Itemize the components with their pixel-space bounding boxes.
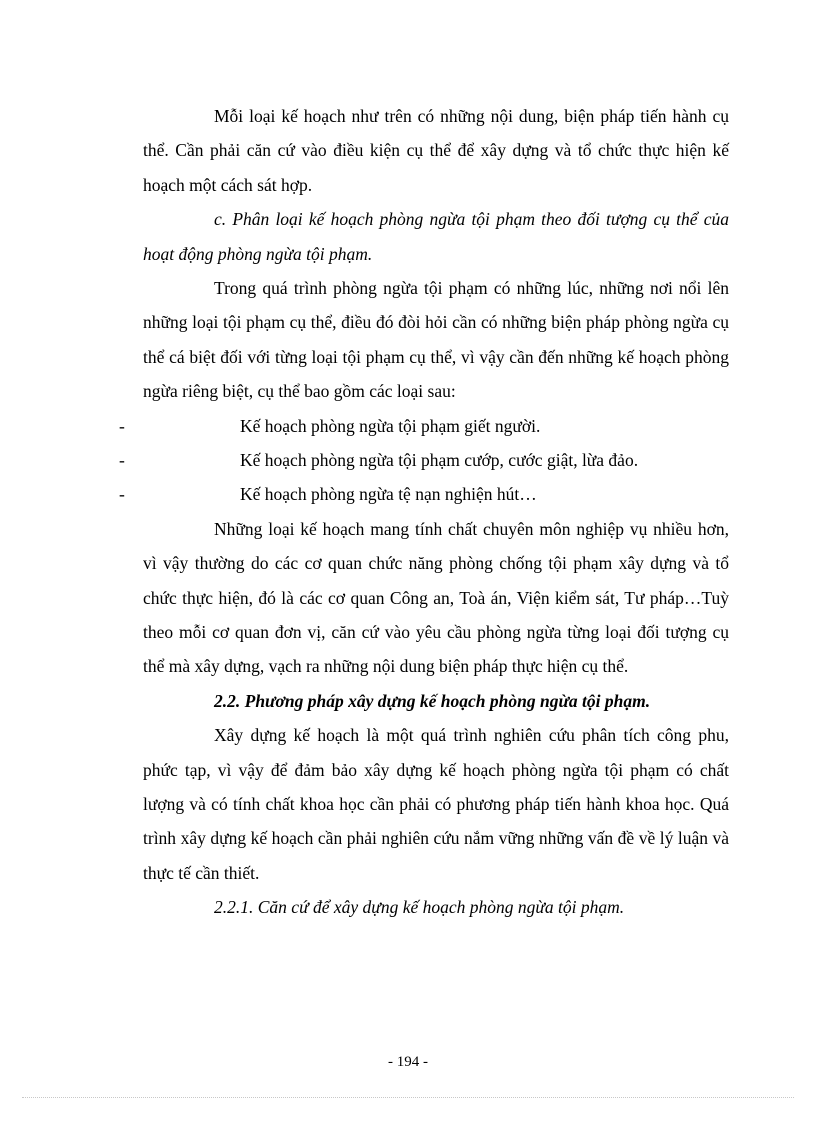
paragraph-specialized-plans: Những loại kế hoạch mang tính chất chuyên môn nghiệp vụ nhiều hơn, vì vậy thường do các cơ quan chức năng phòng chống tội phạm xây dựng và tổ chức thực hiện, đó là các cơ quan Công an, Toà án, Viện kiểm sát, Tư pháp…Tuỳ theo mỗi cơ quan đơn vị, căn cứ vào yêu cầu phòng ngừa từng loại đối tượng cụ thể mà xây dựng, vạch ra những nội dung biện pháp thực hiện cụ thể.: [143, 518, 729, 677]
plan-types-list: [119, 409, 729, 512]
list-bullet: -: [119, 415, 125, 436]
list-item-text: Kế hoạch phòng ngừa tội phạm giết người.: [240, 415, 541, 436]
page-number: - 194 -: [388, 1054, 428, 1070]
paragraph-specific-crimes: Trong quá trình phòng ngừa tội phạm có những lúc, những nơi nổi lên những loại tội phạm cụ thể, điều đó đòi hỏi cần có những biện pháp phòng ngừa cụ thể cá biệt đối với từng loại tội phạm cụ thể, vì vậy cần đến những kế hoạch phòng ngừa riêng biệt, cụ thể bao gồm các loại sau:: [143, 278, 729, 402]
list-item: [119, 409, 729, 443]
section-heading-2-2: 2.2. Phương pháp xây dựng kế hoạch phòng ngừa tội phạm.: [214, 690, 651, 711]
paragraph-planning-process: Xây dựng kế hoạch là một quá trình nghiên cứu phân tích công phu, phức tạp, vì vậy để đảm bảo xây dựng kế hoạch phòng ngừa tội phạm có chất lượng và có tính chất khoa học cần phải có phương pháp tiến hành khoa học. Quá trình xây dựng kế hoạch cần phải nghiên cứu nắm vững những vấn đề về lý luận và thực tế cần thiết.: [143, 725, 729, 883]
paragraph-plan-content: Mỗi loại kế hoạch như trên có những nội dung, biện pháp tiến hành cụ thể. Cần phải căn cứ vào điều kiện cụ thể để xây dựng và tổ chức thực hiện kế hoạch một cách sát hợp.: [143, 106, 729, 195]
list-item: [119, 477, 729, 511]
list-bullet: -: [119, 484, 125, 505]
footer-divider: [22, 1097, 794, 1098]
subsection-heading-2-2-1: 2.2.1. Căn cứ để xây dựng kế hoạch phòng ngừa tội phạm.: [214, 897, 625, 918]
list-item-text: Kế hoạch phòng ngừa tội phạm cướp, cước giật, lừa đảo.: [240, 450, 639, 471]
list-bullet: -: [119, 450, 125, 471]
list-item-text: Kế hoạch phòng ngừa tệ nạn nghiện hút…: [240, 484, 537, 505]
page-body: [119, 99, 729, 925]
list-item: [119, 443, 729, 477]
heading-plan-classification: c. Phân loại kế hoạch phòng ngừa tội phạm theo đối tượng cụ thể của hoạt động phòng ngừa tội phạm.: [143, 209, 729, 264]
